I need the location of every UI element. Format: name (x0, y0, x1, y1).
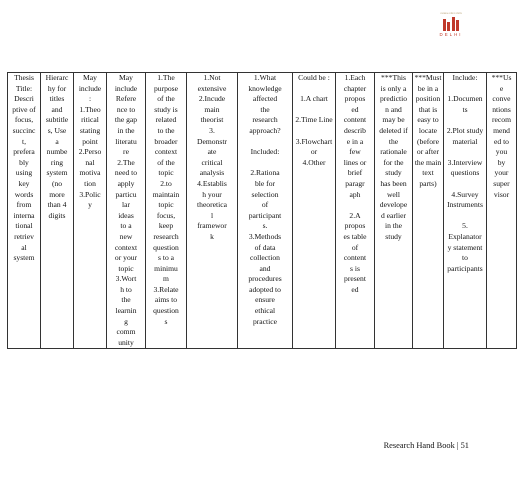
institution-logo (436, 12, 466, 42)
table-row (8, 73, 517, 349)
table-cell-appendices: Include: 1.Documen ts 2.Plot study material 3.Interview questions 4.Survey Instruments 5. Explanator y statement to participants (444, 73, 487, 349)
logo-brand-text: DELHI (439, 32, 463, 37)
table-cell-prediction: ***This is only a predictio n and may be deleted if the rationale for the study has been well develope d earlier in the study (375, 73, 413, 349)
table-cell-title: Thesis Title: Descri ptive of focus, succinc t, prefera bly using key words from interna tional retriev al system (8, 73, 41, 349)
research-structure-table (7, 72, 517, 349)
table-cell-gap: May include Refere nce to the gap in the literatu re 2.The need to apply particu lar ideas to a new context or your topic 3.Wort h to the learnin g comm unity (107, 73, 146, 349)
table-cell-methodology: 1.What knowledge affected the research approach? Included: 2.Rationa ble for selection of participant s. 3.Methods of data collection and procedures adopted to ensure ethical practice (238, 73, 293, 349)
table-cell-literature: 1.Not extensive 2.Incude main theorist 3. Demonstr ate critical analysis 4.Establis h your theoretica l framewor k (187, 73, 238, 349)
table-cell-chapters: 1.Each chapter propos ed content describ e in a few lines or brief paragr aph 2.A propos es table of content s is present ed (336, 73, 375, 349)
table-cell-timeline: Could be : 1.A chart 2.Time Line 3.Flowchart or 4.Other (293, 73, 336, 349)
page-footer: Research Hand Book | 51 (383, 441, 469, 450)
logo-tagline: GLOBAL EDUCATION (440, 13, 462, 15)
table-cell-conventions: ***Us e conve ntions recom mend ed to you by your super visor (487, 73, 517, 349)
table-cell-position: ***Must be in a position that is easy to locate (before or after the main text parts) (413, 73, 444, 349)
logo-mark-icon (442, 16, 460, 32)
table-cell-hierarchy: Hierarc hy for titles and subtitle s, Use a numbe ring system (no more than 4 digits (41, 73, 74, 349)
table-cell-background: May include : 1.Theo ritical stating point 2.Perso nal motiva tion 3.Polic y (74, 73, 107, 349)
table-cell-purpose: 1.The purpose of the study is related to the broader context of the topic 2.to maintain topic focus, keep research question s to a minimu m 3.Relate aims to question s (146, 73, 187, 349)
